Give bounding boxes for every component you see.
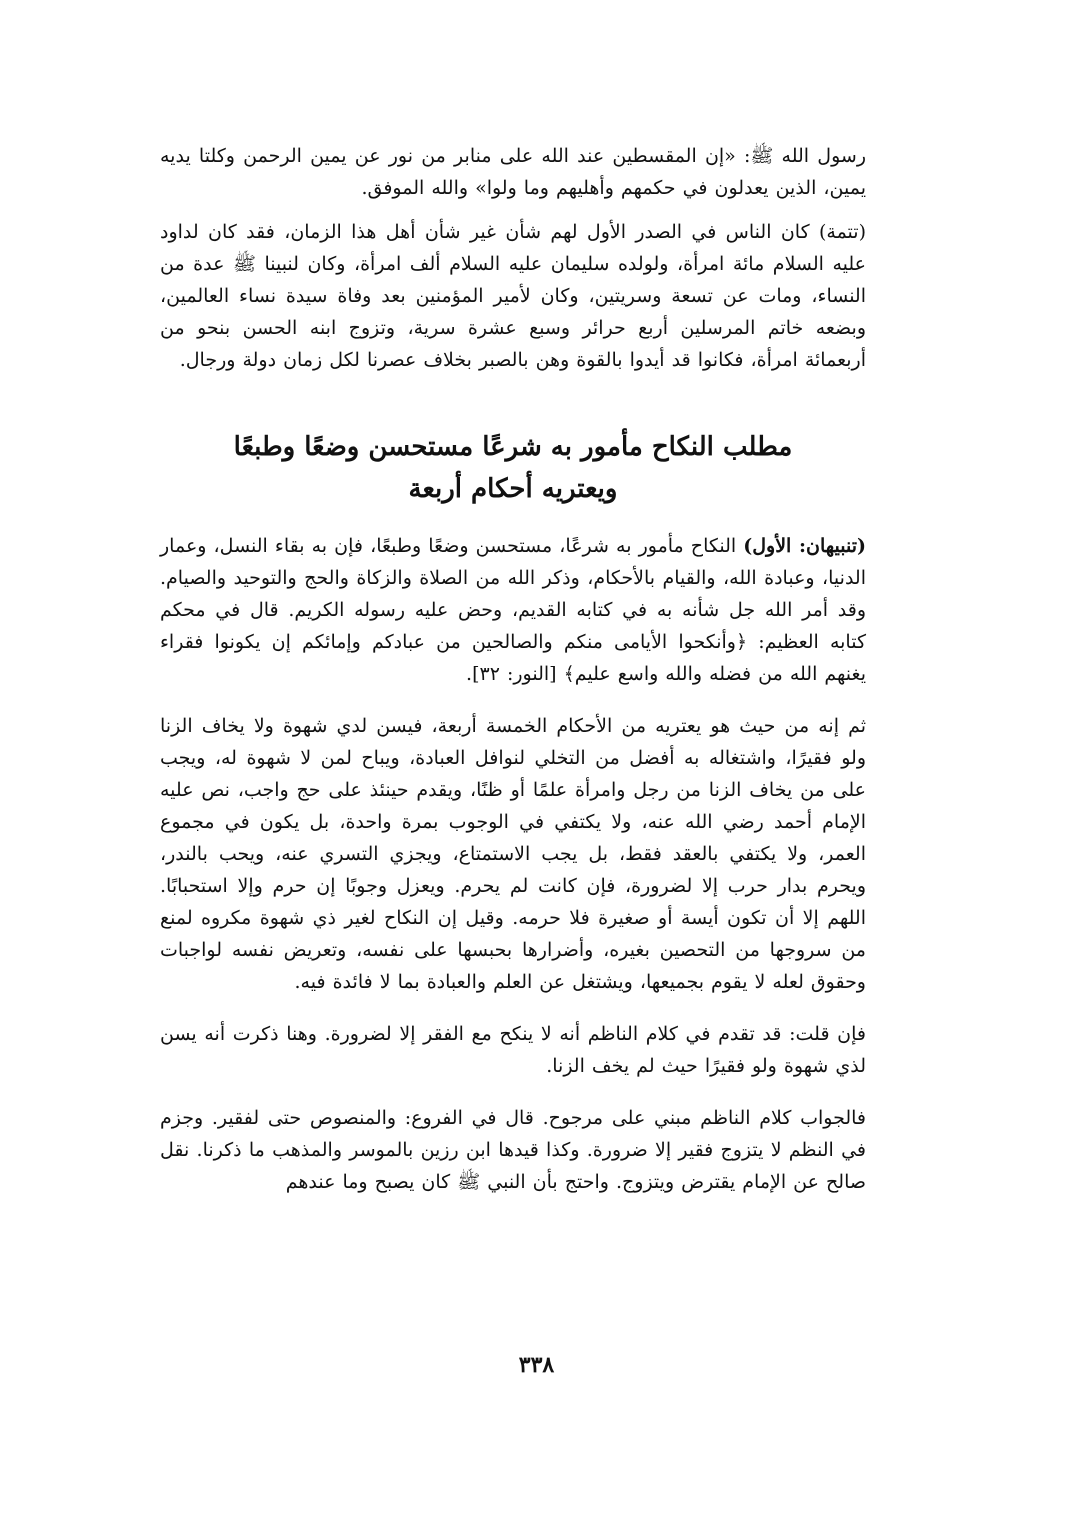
section-heading	[160, 426, 866, 510]
section-heading-line1: مطلب النكاح مأمور به شرعًا مستحسن وضعًا وطبعًا	[233, 432, 793, 462]
paragraph-rulings: ثم إنه من حيث هو يعتريه من الأحكام الخمسة أربعة، فيسن لدي شهوة ولا يخاف الزنا ولو فقيرًا، واشتغاله به أفضل من التخلي لنوافل العبادة، ويباح لمن لا شهوة له، ويجب على من يخاف الزنا من رجل وامرأة علمًا أو ظنًا، ويقدم حينئذ على حج واجب، نص عليه الإمام أحمد رضي الله عنه، ولا يكتفي في الوجوب بمرة واحدة، بل يكون في مجموع العمر، ولا يكتفي بالعقد فقط، بل يجب الاستمتاع، ويجزي التسري عنه، ويحب بالندر، ويحرم بدار حرب إلا لضرورة، فإن كانت لم يحرم. ويعزل وجوبًا إن حرم وإلا استحبابًا. اللهم إلا أن تكون أيسة أو صغيرة فلا حرمه. وقيل إن النكاح لغير ذي شهوة مكروه لمنع من سروجها من التحصين بغيره، وأضرارها بحبسها على نفسه، وتعريض نفسه لواجبات وحقوق لعله لا يقوم بجميعها، ويشتغل عن العلم والعبادة بما لا فائدة فيه.	[160, 715, 866, 993]
page-body	[160, 140, 866, 1198]
paragraph-answer: فالجواب كلام الناظم مبني على مرجوح. قال في الفروع: والمنصوص حتى لفقير. وجزم في النظم لا يتزوج فقير إلا ضرورة. وكذا قيدها ابن رزين بالموسر والمذهب ما ذكرنا. نقل صالح عن الإمام يقترض ويتزوج. واحتج بأن النبي ﷺ كان يصبح وما عندهم	[160, 1107, 866, 1193]
paragraph-tanbihan	[160, 530, 866, 690]
tanbihan-label: (تنبيهان: الأول)	[743, 535, 866, 557]
paragraph-question: فإن قلت: قد تقدم في كلام الناظم أنه لا ينكح مع الفقر إلا لضرورة. وهنا ذكرت أنه يسن لذي شهوة ولو فقيرًا حيث لم يخف الزنا.	[160, 1023, 866, 1077]
page-number: ٣٣٨	[518, 1352, 555, 1378]
section-heading-line2: ويعتريه أحكام أربعة	[408, 474, 618, 504]
paragraph-tatimma: (تتمة) كان الناس في الصدر الأول لهم شأن غير شأن أهل هذا الزمان، فقد كان لداود عليه السلام مائة امرأة، ولولده سليمان عليه السلام ألف امرأة، وكان لنبينا ﷺ عدة من النساء، ومات عن تسعة وسريتين، وكان لأمير المؤمنين بعد وفاة سيدة نساء العالمين، وبضعه خاتم المرسلين أربع حرائر وسبع عشرة سرية، وتزوج ابنه الحسن بنحو من أربعمائة امرأة، فكانوا قد أيدوا بالقوة وهن بالصبر بخلاف عصرنا لكل زمان دولة ورجال.	[160, 221, 866, 371]
paragraph-hadith: رسول الله ﷺ: «إن المقسطين عند الله على منابر من نور عن يمين الرحمن وكلتا يديه يمين، الذين يعدلون في حكمهم وأهليهم وما ولوا» والله الموفق.	[160, 145, 866, 199]
tanbihan-body: النكاح مأمور به شرعًا، مستحسن وضعًا وطبعًا، فإن به بقاء النسل، وعمار الدنيا، وعبادة الله، والقيام بالأحكام، وذكر الله من الصلاة والزكاة والحج والتوحيد والصيام. وقد أمر الله جل شأنه به في كتابه القديم، وحض عليه رسوله الكريم. قال في محكم كتابه العظيم: ﴿وأنكحوا الأيامى منكم والصالحين من عبادكم وإمائكم إن يكونوا فقراء يغنهم الله من فضله والله واسع عليم﴾ [النور: ٣٢].	[160, 535, 866, 685]
